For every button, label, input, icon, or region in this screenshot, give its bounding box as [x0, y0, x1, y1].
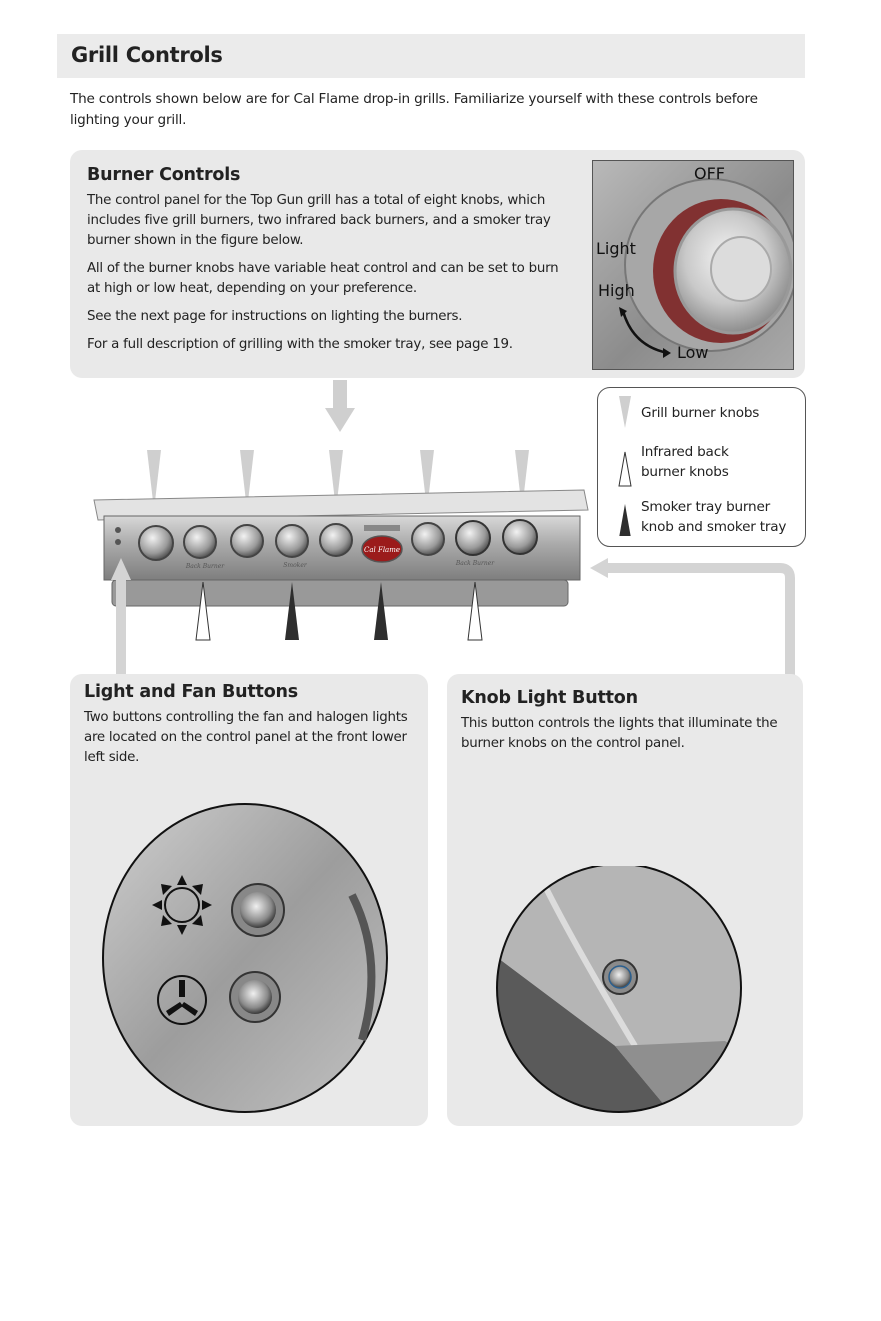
light-fan-panel: [70, 674, 428, 1126]
control-panel-diagram: [0, 380, 881, 680]
light-fan-text: Two buttons controlling the fan and halogen lights are located on the control panel at the front lower left side.: [84, 710, 408, 765]
knob-light-text: This button controls the lights that illuminate the burner knobs on the control panel.: [461, 716, 778, 751]
legend-smoker-line-1: Smoker tray burner: [641, 499, 771, 515]
knob-label-off: OFF: [694, 164, 725, 183]
knob-light-photo: [495, 866, 747, 1118]
knob-label-low: Low: [677, 343, 709, 362]
title-bar: [57, 34, 805, 78]
intro-text: The controls shown below are for Cal Flame drop-in grills. Familiarize yourself with these controls before lighting your grill.: [70, 91, 758, 128]
knob-illustration: [593, 161, 793, 369]
legend-smoker-line-2: knob and smoker tray: [641, 519, 787, 535]
knob-closeup-photo: [592, 160, 794, 370]
control-panel-knobs: [139, 520, 537, 560]
burner-paragraph-4: For a full description of grilling with the smoker tray, see page 19.: [87, 337, 513, 352]
engraving-smoker: Smoker: [283, 562, 307, 569]
burner-controls-heading: Burner Controls: [87, 165, 241, 185]
knob-label-light: Light: [596, 239, 636, 258]
knob-light-heading: Knob Light Button: [461, 688, 638, 708]
knob-light-panel: [447, 674, 803, 1126]
legend-grill-burner-knobs: Grill burner knobs: [641, 405, 760, 421]
light-fan-photo: [100, 800, 390, 1114]
knob-label-high: High: [598, 281, 635, 300]
burner-paragraph-3: See the next page for instructions on lighting the burners.: [87, 309, 463, 324]
page-title: Grill Controls: [71, 43, 223, 67]
burner-paragraph-2: All of the burner knobs have variable heat control and can be set to burn at high or low heat, depending on your preference.: [87, 261, 559, 296]
light-fan-heading: Light and Fan Buttons: [84, 682, 298, 702]
legend-infrared-line-1: Infrared back: [641, 444, 729, 460]
engraving-back-burner-left: Back Burner: [185, 563, 225, 570]
burner-paragraph-1: The control panel for the Top Gun grill has a total of eight knobs, which includes five grill burners, two infrared back burners, and a smoker tray burner shown in the figure below.: [87, 193, 551, 248]
legend-infrared-line-2: burner knobs: [641, 464, 729, 480]
brand-badge-text: Cal Flame: [363, 546, 401, 554]
engraving-back-burner-right: Back Burner: [455, 560, 495, 567]
